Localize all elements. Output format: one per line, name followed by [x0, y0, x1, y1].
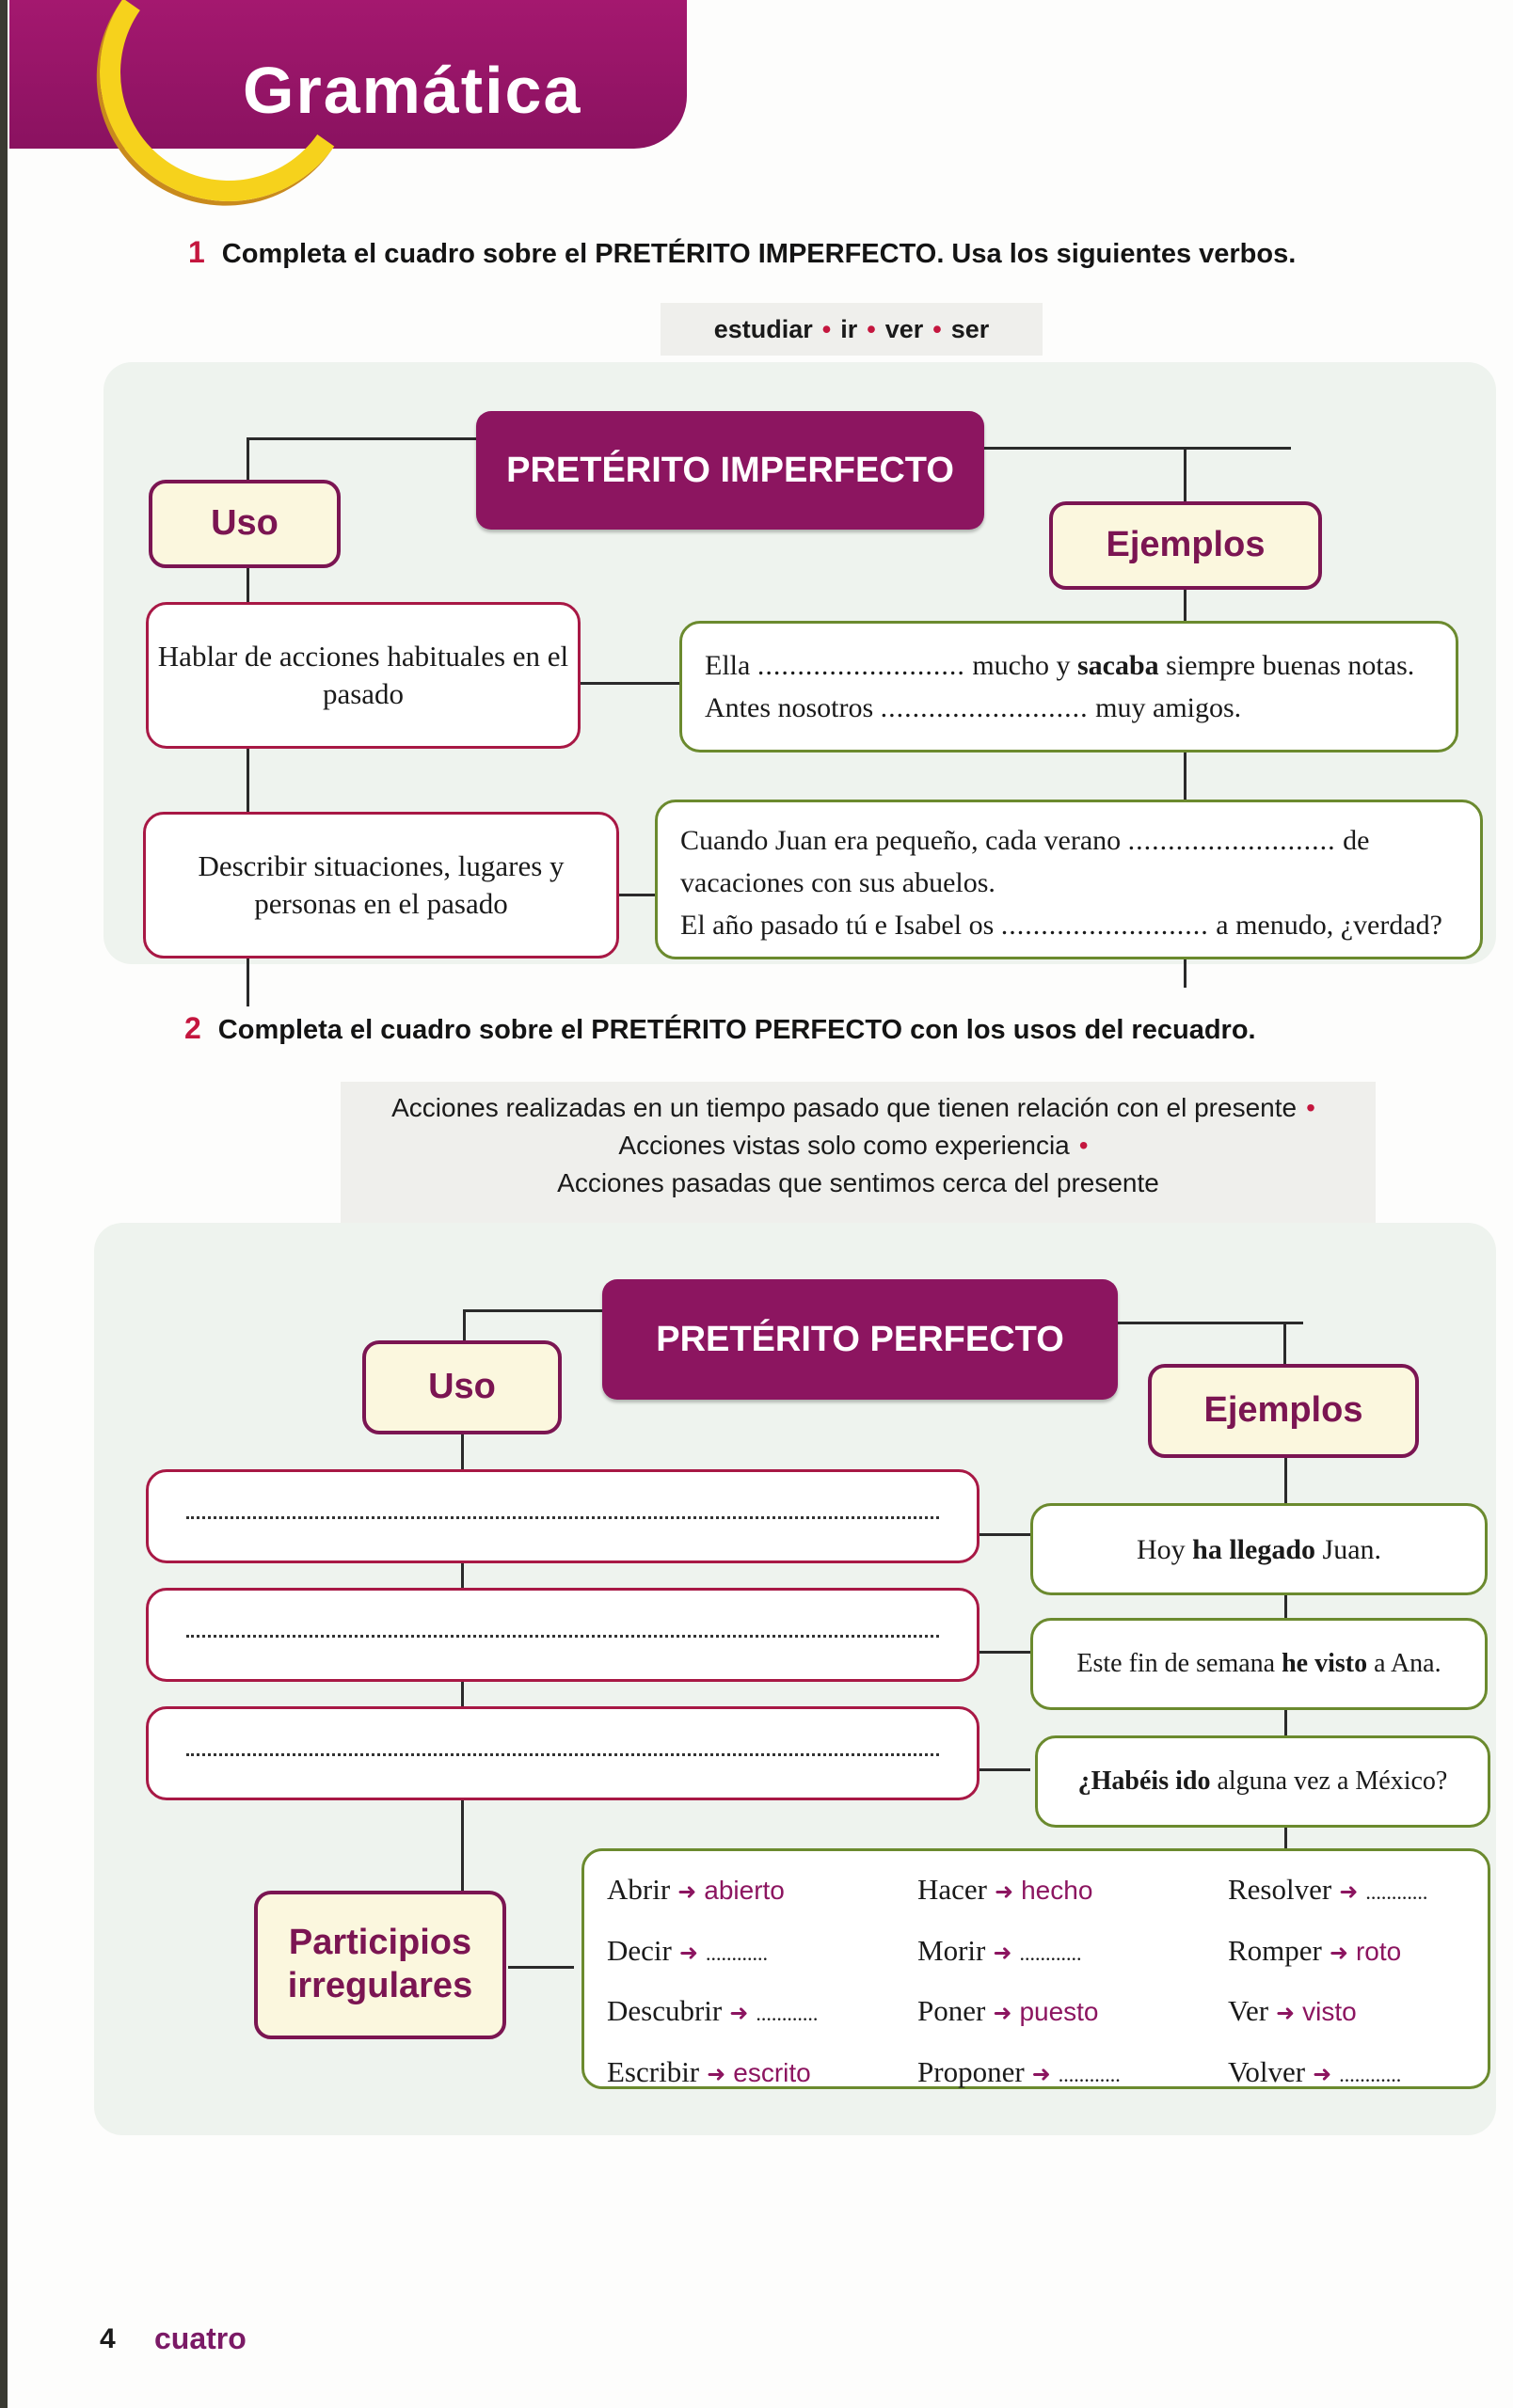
uso-box-habitual: Hablar de acciones habituales en el pasado: [146, 602, 581, 749]
verb-infinitive: Resolver: [1228, 1873, 1332, 1906]
example-sentence: [705, 687, 1433, 729]
highlighted-verb: Habéis ido: [1091, 1766, 1211, 1796]
answer-blank[interactable]: ............: [1058, 2062, 1121, 2086]
sentence-text: de vacaciones con sus abuelos.: [680, 825, 1370, 898]
answer-blank[interactable]: ............: [1365, 1880, 1428, 1904]
sentence-text: Hoy: [1136, 1533, 1186, 1565]
verb-infinitive: Abrir: [607, 1873, 671, 1906]
verb-infinitive: Hacer: [917, 1873, 987, 1906]
arrow-right-icon: ➜: [677, 1878, 697, 1905]
bullet-icon: •: [867, 315, 876, 343]
verb-infinitive: Decir: [607, 1933, 672, 1967]
answer-blank[interactable]: ............: [1339, 2062, 1402, 2086]
sentence-text: Antes nosotros: [705, 692, 874, 723]
answer-blank[interactable]: [186, 1753, 939, 1756]
participios-label: Participios irregulares: [254, 1891, 506, 2039]
arrow-right-icon: ➜: [1339, 1878, 1359, 1905]
connector-line: [980, 447, 1291, 450]
bullet-icon: •: [821, 315, 832, 343]
example-sentence: [705, 644, 1433, 687]
ejemplo-box: [1035, 1735, 1490, 1828]
exercise-number: 2: [184, 1011, 201, 1045]
arrow-right-icon: ➜: [678, 1939, 698, 1966]
use-option: [341, 1164, 1376, 1202]
sentence-text: ¿: [1077, 1766, 1091, 1796]
arrow-right-icon: ➜: [993, 2000, 1012, 2026]
participio-item: [607, 1989, 917, 2034]
answer-blank[interactable]: [186, 1635, 939, 1638]
participio-item: [917, 1989, 1228, 2034]
use-option: [341, 1127, 1376, 1164]
sentence-text: mucho y: [972, 650, 1071, 681]
sentence-text: a Ana.: [1374, 1649, 1441, 1678]
participle-answer: abierto: [704, 1876, 785, 1905]
uso-blank-box[interactable]: [146, 1588, 979, 1682]
connector-line: [1115, 1322, 1303, 1324]
uso-box-describir: Describir situaciones, lugares y personas en el pasado: [143, 812, 619, 958]
bullet-icon: •: [1078, 1131, 1089, 1160]
uso-label: Uso: [149, 480, 341, 568]
bullet-icon: •: [1306, 1093, 1315, 1122]
connector-line: [508, 1966, 574, 1969]
example-sentence: [680, 904, 1457, 946]
connector-line: [579, 682, 692, 685]
highlighted-verb: ha llegado: [1192, 1533, 1316, 1565]
verb-infinitive: Poner: [917, 1994, 986, 2027]
bullet-icon: •: [932, 315, 942, 343]
arrow-right-icon: ➜: [993, 1939, 1012, 1966]
example-sentence: [1137, 1529, 1381, 1571]
use-text: Acciones pasadas que sentimos cerca del presente: [557, 1168, 1159, 1197]
instruction-text: Completa el cuadro sobre el PRETÉRITO PERFECTO con los usos del recuadro.: [217, 1015, 1256, 1045]
hub-pretérito-perfecto: PRETÉRITO PERFECTO: [602, 1279, 1118, 1400]
arrow-right-icon: ➜: [1031, 2060, 1051, 2087]
answer-blank[interactable]: ............: [705, 1941, 768, 1965]
verb-infinitive: Romper: [1228, 1933, 1322, 1967]
verb-infinitive: Morir: [917, 1933, 986, 1967]
participle-answer: roto: [1355, 1936, 1402, 1966]
page-number-word: cuatro: [154, 2321, 247, 2355]
participio-item: [917, 2051, 1228, 2095]
sentence-text: a menudo, ¿verdad?: [1216, 910, 1442, 941]
participio-item: [1228, 2051, 1482, 2095]
word: estudiar: [713, 315, 813, 343]
participio-item: [1228, 1929, 1482, 1973]
arrow-right-icon: ➜: [1313, 2060, 1332, 2087]
participio-item: [607, 2051, 917, 2095]
answer-blank[interactable]: [186, 1516, 939, 1519]
participio-item: [917, 1868, 1228, 1912]
use-text: Acciones realizadas en un tiempo pasado que tienen relación con el presente: [391, 1093, 1298, 1122]
verb-infinitive: Proponer: [917, 2054, 1025, 2088]
answer-blank[interactable]: ............: [1019, 1941, 1082, 1965]
verb-infinitive: Ver: [1228, 1994, 1269, 2027]
answer-blank[interactable]: ..........................: [756, 650, 965, 681]
participio-item: [607, 1929, 917, 1973]
participio-item: [1228, 1989, 1482, 2034]
page-number: 4: [100, 2323, 116, 2354]
connector-line: [1184, 447, 1187, 503]
highlighted-verb: sacaba: [1076, 650, 1159, 681]
ejemplos-label: Ejemplos: [1148, 1364, 1419, 1458]
sentence-text: El año pasado tú e Isabel os: [680, 910, 995, 941]
word-bank: [661, 303, 1043, 356]
uso-blank-box[interactable]: [146, 1706, 979, 1800]
exercise-1-instruction: [188, 235, 1296, 270]
arrow-right-icon: ➜: [995, 1878, 1014, 1905]
word: ir: [840, 315, 858, 343]
page-edge: [0, 0, 8, 2408]
participle-answer: visto: [1302, 1997, 1357, 2026]
use-option: [341, 1089, 1376, 1127]
answer-blank[interactable]: ..........................: [880, 692, 1089, 723]
uso-blank-box[interactable]: [146, 1469, 979, 1563]
participio-item: [1228, 1868, 1482, 1912]
imperfecto-diagram: [104, 362, 1496, 964]
arrow-right-icon: ➜: [1329, 1939, 1348, 1966]
verb-infinitive: Escribir: [607, 2054, 700, 2088]
perfecto-diagram: [94, 1223, 1496, 2135]
sentence-text: alguna vez a México?: [1217, 1766, 1448, 1796]
section-title: Gramática: [243, 54, 582, 127]
sentence-text: Juan.: [1322, 1533, 1382, 1565]
hub-pretérito-imperfecto: PRETÉRITO IMPERFECTO: [476, 411, 984, 530]
sentence-text: Este fin de semana: [1076, 1649, 1276, 1678]
example-sentence: [1076, 1644, 1441, 1684]
word: ser: [950, 315, 990, 343]
ejemplo-box: [1030, 1618, 1488, 1710]
exercise-number: 1: [188, 235, 205, 269]
ejemplo-box: [1030, 1503, 1488, 1595]
sentence-text: Cuando Juan era pequeño, cada verano: [680, 825, 1122, 856]
example-sentence: [1078, 1762, 1448, 1801]
instruction-text: Completa el cuadro sobre el PRETÉRITO IMPERFECTO. Usa los siguientes verbos.: [221, 239, 1297, 269]
ejemplos-label: Ejemplos: [1049, 501, 1322, 590]
verb-infinitive: Volver: [1228, 2054, 1306, 2088]
uses-bank: [341, 1082, 1376, 1232]
arrow-right-icon: ➜: [707, 2060, 726, 2087]
example-sentence: [680, 819, 1457, 904]
participios-box: [581, 1848, 1490, 2089]
uso-label: Uso: [362, 1340, 562, 1434]
participios-grid: [607, 1868, 1482, 2094]
arrow-right-icon: ➜: [1276, 2000, 1296, 2026]
connector-line: [974, 1651, 1030, 1654]
arrow-right-icon: ➜: [729, 2000, 749, 2026]
section-banner: [9, 0, 687, 149]
ejemplo-box-describir: [655, 800, 1483, 959]
use-text: Acciones vistas solo como experiencia: [618, 1131, 1070, 1160]
participle-answer: hecho: [1021, 1876, 1093, 1905]
answer-blank[interactable]: ............: [756, 2002, 819, 2025]
verb-infinitive: Descubrir: [607, 1994, 723, 2027]
sentence-text: siempre buenas notas.: [1166, 650, 1415, 681]
ejemplo-box-habitual: [679, 621, 1458, 752]
connector-line: [974, 1768, 1030, 1771]
exercise-2-instruction: [184, 1011, 1256, 1046]
answer-blank[interactable]: ..........................: [1127, 825, 1336, 856]
participle-answer: escrito: [733, 2057, 811, 2087]
answer-blank[interactable]: ..........................: [1000, 910, 1209, 941]
sentence-text: muy amigos.: [1095, 692, 1242, 723]
word: ver: [884, 315, 924, 343]
participle-answer: puesto: [1019, 1997, 1099, 2026]
highlighted-verb: he visto: [1282, 1649, 1368, 1678]
sentence-text: Ella: [705, 650, 751, 681]
participio-item: [607, 1868, 917, 1912]
participio-item: [917, 1929, 1228, 1973]
connector-line: [974, 1533, 1030, 1536]
